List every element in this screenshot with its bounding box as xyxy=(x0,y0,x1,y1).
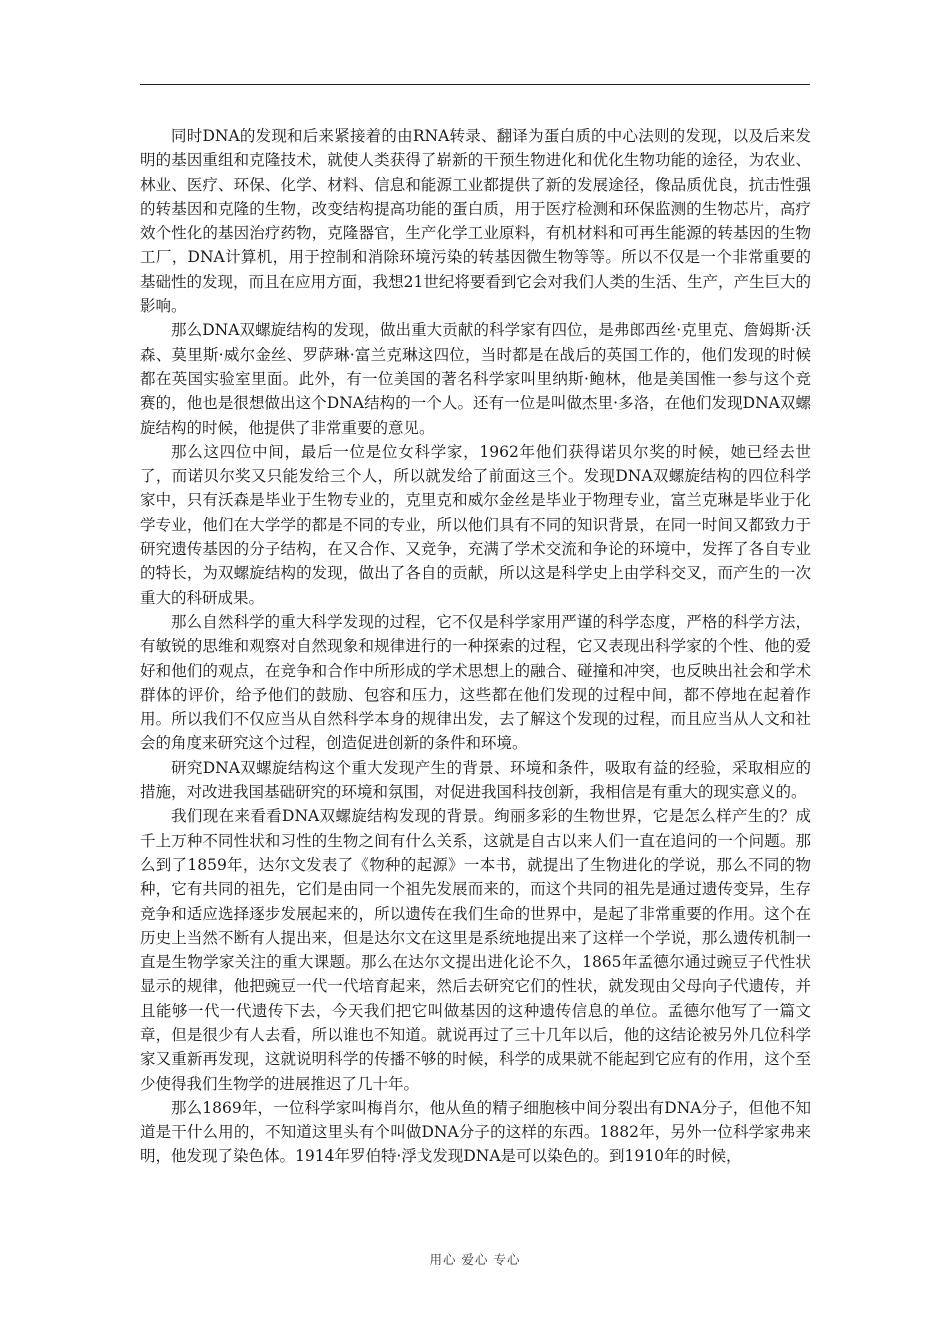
paragraph: 我们现在来看看DNA双螺旋结构发现的背景。绚丽多彩的生物世界，它是怎么样产生的？成千上万种不同性状和习性的生物之间有什么关系，这就是自古以来人们一直在追问的一个问题。那么到了1859年，达尔文发表了《物种的起源》一本书，就提出了生物进化的学说，那么不同的物种，它有共同的祖先，它们是由同一个祖先发展而来的，而这个共同的祖先是通过遗传变异，生存竞争和适应选择逐步发展起来的，所以遗传在我们生命的世界中，是起了非常重要的作用。这个在历史上当然不断有人提出来，但是达尔文在这里是系统地提出来了这样一个学说，那么遗传机制一直是生物学家关注的重大课题。那么在达尔文提出进化论不久，1865年孟德尔通过豌豆子代性状显示的规律，他把豌豆一代一代培育起来，然后去研究它们的性状，就发现由父母向子代遗传，并且能够一代一代遗传下去，今天我们把它叫做基因的这种遗传信息的单位。孟德尔他写了一篇文章，但是很少有人去看，所以谁也不知道。就说再过了三十几年以后，他的这结论被另外几位科学家又重新再发现，这就说明科学的传播不够的时候，科学的成果就不能起到它应有的作用，这个至少使得我们生物学的进展推迟了几十年。 xyxy=(140,807,811,1093)
paragraph: 那么1869年，一位科学家叫梅肖尔，他从鱼的精子细胞核中间分裂出有DNA分子，但他不知道是干什么用的，不知道这里头有个叫做DNA分子的这样的东西。1882年，另外一位科学家弗来明，他发现了染色体。1914年罗伯特·浮戈发现DNA是可以染色的。到1910年的时候， xyxy=(140,1098,811,1166)
paragraph: 那么这四位中间，最后一位是位女科学家，1962年他们获得诺贝尔奖的时候，她已经去世了，而诺贝尔奖又只能发给三个人，所以就发给了前面这三个。发现DNA双螺旋结构的四位科学家中，只有沃森是毕业于生物专业的，克里克和威尔金丝是毕业于物理专业，富兰克琳是毕业于化学专业，他们在大学学的都是不同的专业，所以他们具有不同的知识背景，在同一时间又都致力于研究遗传基因的分子结构，在又合作、又竞争，充满了学术交流和争论的环境中，发挥了各自专业的特长，为双螺旋结构的发现，做出了各自的贡献，所以这是科学史上由学科交叉，而产生的一次重大的科研成果。 xyxy=(140,442,811,607)
document-body xyxy=(140,124,811,1169)
paragraph: 那么自然科学的重大科学发现的过程，它不仅是科学家用严谨的科学态度，严格的科学方法，有敏锐的思维和观察对自然现象和规律进行的一种探索的过程，它又表现出科学家的个性、他的爱好和他们的观点，在竞争和合作中所形成的学术思想上的融合、碰撞和冲突，也反映出社会和学术群体的评价，给予他们的鼓励、包容和压力，这些都在他们发现的过程中间，都不停地在起着作用。所以我们不仅应当从自然科学本身的规律出发，去了解这个发现的过程，而且应当从人文和社会的角度来研究这个过程，创造促进创新的条件和环境。 xyxy=(140,612,811,753)
header-rule xyxy=(140,84,810,85)
page-footer: 用心 爱心 专心 xyxy=(429,1252,521,1267)
paragraph: 那么DNA双螺旋结构的发现，做出重大贡献的科学家有四位，是弗郎西丝·克里克、詹姆斯·沃森、莫里斯·威尔金丝、罗萨琳·富兰克琳这四位，当时都是在战后的英国工作的，他们发现的时候都在英国实验室里面。此外，有一位美国的著名科学家叫里纳斯·鲍林，他是美国惟一参与这个竞赛的，他也是很想做出这个DNA结构的一个人。还有一位是叫做杰里·多洛，在他们发现DNA双螺旋结构的时候，他提供了非常重要的意见。 xyxy=(140,321,811,437)
paragraph: 研究DNA双螺旋结构这个重大发现产生的背景、环境和条件，吸取有益的经验，采取相应的措施，对改进我国基础研究的环境和氛围，对促进我国科技创新，我相信是有重大的现实意义的。 xyxy=(140,758,811,802)
paragraph: 同时DNA的发现和后来紧接着的由RNA转录、翻译为蛋白质的中心法则的发现，以及后来发明的基因重组和克隆技术，就使人类获得了崭新的干预生物进化和优化生物功能的途径，为农业、林业、医疗、环保、化学、材料、信息和能源工业都提供了新的发展途径，像品质优良，抗击性强的转基因和克隆的生物，改变结构提高功能的蛋白质，用于医疗检测和环保监测的生物芯片，高疗效个性化的基因治疗药物，克隆器官，生产化学工业原料，有机材料和可再生能源的转基因的生物工厂，DNA计算机，用于控制和消除环境污染的转基因微生物等等。所以不仅是一个非常重要的基础性的发现，而且在应用方面，我想21世纪将要看到它会对我们人类的生活、生产，产生巨大的影响。 xyxy=(140,127,811,316)
